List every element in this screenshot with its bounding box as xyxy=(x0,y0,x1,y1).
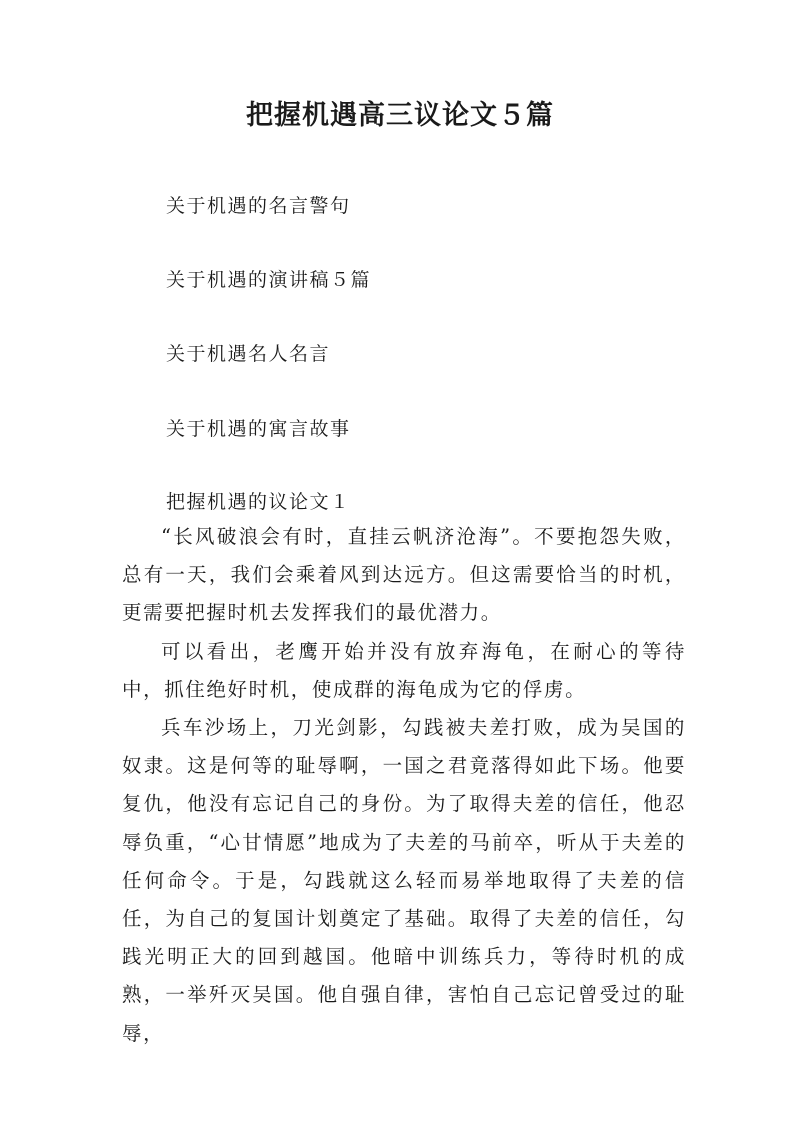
paragraph: “长风破浪会有时，直挂云帆济沧海”。不要抱怨失败，总有一天，我们会乘着风到达远方。但这需要恰当的时机，更需要把握时机去发挥我们的最优潜力。 xyxy=(122,525,686,625)
paragraph: 兵车沙场上，刀光剑影，勾践被夫差打败，成为吴国的奴隶。这是何等的耻辱啊，一国之君竟落得如此下场。他要复仇，他没有忘记自己的身份。为了取得夫差的信任，他忍辱负重，“心甘情愿”地成为了夫差的马前卒，听从于夫差的任何命令。于是，勾践就这么轻而易举地取得了夫差的信任，为自己的复国计划奠定了基础。取得了夫差的信任，勾践光明正大的回到越国。他暗中训练兵力，等待时机的成熟，一举歼灭吴国。他自强自律，害怕自己忘记曾受过的耻辱， xyxy=(122,716,686,1045)
related-link-quotes[interactable]: 关于机遇的名言警句 xyxy=(166,195,351,217)
page-title: 把握机遇高三议论文５篇 xyxy=(246,100,554,131)
related-link-famous-quotes[interactable]: 关于机遇名人名言 xyxy=(166,343,331,365)
paragraph: 可以看出，老鹰开始并没有放弃海龟，在耐心的等待中，抓住绝好时机，使成群的海龟成为它的俘虏。 xyxy=(122,639,686,701)
essay-heading: 把握机遇的议论文１ xyxy=(166,491,351,513)
essay-body xyxy=(122,518,686,1053)
related-link-fables[interactable]: 关于机遇的寓言故事 xyxy=(166,418,351,440)
related-link-speeches[interactable]: 关于机遇的演讲稿５篇 xyxy=(166,269,372,291)
